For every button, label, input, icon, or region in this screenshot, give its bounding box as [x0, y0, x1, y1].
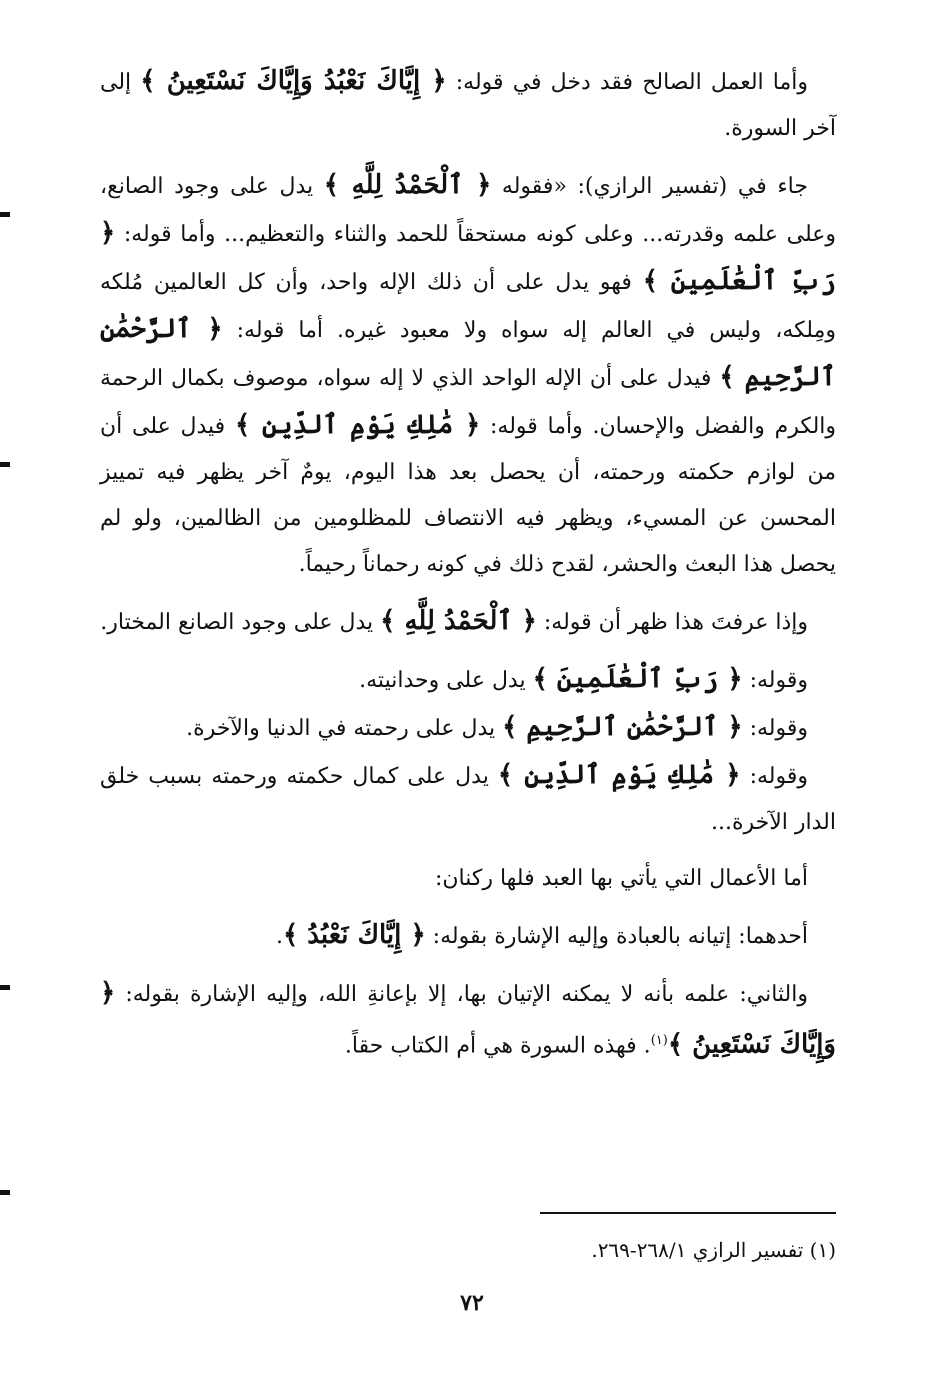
- footnote: (١) تفسير الرازي ٢٦٨/١-٢٦٩.: [591, 1238, 836, 1262]
- text-run: يدل على وجود الصانع، وعلى علمه وقدرته... وعلى كونه مستحقاً للحمد والثناء والتعظيم... وأما قوله:: [100, 174, 836, 247]
- text-run: وإذا عرفتَ هذا ظهر أن قوله:: [536, 610, 808, 635]
- quran-verse: ﴿ مَٰلِكِ يَوْمِ ٱلدِّينِ ﴾: [234, 410, 481, 440]
- quran-verse: ﴿ ٱلْحَمْدُ لِلَّهِ ﴾: [323, 170, 492, 200]
- quran-verse: ﴿ وَإِيَّاكَ نَسْتَعِينُ ﴾: [100, 978, 836, 1060]
- text-run: فهو يدل على أن ذلك الإله واحد، وأن كل العالمين مُلكه ومِلكه، وليس في العالم إله سواه ولا معبود غيره. أما قوله:: [100, 270, 836, 343]
- text-run: يدل على وجود الصانع المختار.: [100, 610, 381, 635]
- quran-verse: ﴿ ٱلْحَمْدُ لِلَّهِ ﴾: [380, 606, 537, 636]
- quran-verse: ﴿ مَٰلِكِ يَوْمِ ٱلدِّينِ ﴾: [497, 760, 741, 790]
- text-run: فيدل على أن من لوازم حكمته ورحمته، أن يحصل بعد هذا اليوم، يومٌ آخر يظهر فيه تمييز المحسن عن المسيء، ويظهر فيه الانتصاف للمظلومين من الظالمين، ولو لم يحصل هذا البعث والحشر، لقدح ذلك في كونه رحماناً رحيماً.: [100, 414, 836, 577]
- paragraph-maliki-yawm: [100, 752, 836, 846]
- text-run: وقوله:: [742, 668, 808, 693]
- text-run: يدل على رحمته في الدنيا والآخرة.: [186, 716, 503, 741]
- margin-scan-mark: [0, 212, 10, 217]
- text-run: إلى آخر السورة.: [100, 70, 836, 141]
- text-run: يدل على كمال حكمته ورحمته بسبب خلق الدار الآخرة...: [100, 764, 836, 835]
- quran-verse: ﴿ رَبِّ ٱلْعَٰلَمِينَ ﴾: [532, 664, 743, 694]
- paragraph-rabb-al-alamin: [100, 656, 836, 704]
- paragraph-first-pillar: [100, 912, 836, 960]
- paragraph-razi-quote: [100, 162, 836, 588]
- margin-scan-mark: [0, 1190, 10, 1195]
- text-run: أما الأعمال التي يأتي بها العبد فلها ركنان:: [434, 866, 808, 891]
- text-run: جاء في (تفسير الرازي): «فقوله: [491, 174, 808, 199]
- text-run: أحدهما: إتيانه بالعبادة وإليه الإشارة بقوله:: [425, 924, 808, 949]
- text-run: فيدل على أن الإله الواحد الذي لا إله سواه، موصوف بكمال الرحمة والكرم والفضل والإحسان. وأما قوله:: [100, 366, 837, 439]
- page-number: ٧٢: [460, 1290, 484, 1316]
- quran-verse: ﴿ إِيَّاكَ نَعْبُدُ وَإِيَّاكَ نَسْتَعِينُ ﴾: [140, 66, 447, 96]
- text-run: .: [275, 924, 283, 949]
- text-run: وقوله:: [740, 764, 808, 789]
- paragraph-second-pillar: [100, 970, 836, 1069]
- footnote-reference: (١): [650, 1033, 668, 1048]
- paragraph-ar-rahman: [100, 704, 836, 752]
- margin-scan-mark: [0, 462, 10, 467]
- paragraph-righteous-deeds: [100, 58, 836, 152]
- text-run: وأما العمل الصالح فقد دخل في قوله:: [446, 70, 808, 95]
- text-run: يدل على وحدانيته.: [359, 668, 533, 693]
- quran-verse: ﴿ ٱلرَّحْمَٰنِ ٱلرَّحِيمِ ﴾: [100, 314, 836, 392]
- text-run: . فهذه السورة هي أم الكتاب حقاً.: [344, 1033, 651, 1059]
- quran-verse: ﴿ ٱلرَّحْمَٰنِ ٱلرَّحِيمِ ﴾: [502, 712, 743, 742]
- paragraph-conclusion: [100, 598, 836, 646]
- main-text: [100, 58, 836, 1079]
- quran-verse: ﴿ إِيَّاكَ نَعْبُدُ ﴾: [282, 920, 426, 950]
- margin-scan-mark: [0, 985, 10, 990]
- text-run: والثاني: علمه بأنه لا يمكنه الإتيان بها، إلا بإعانةِ الله، وإليه الإشارة بقوله:: [115, 982, 808, 1007]
- text-run: وقوله:: [742, 716, 808, 741]
- quran-verse: ﴿ رَبِّ ٱلْعَٰلَمِينَ ﴾: [100, 218, 837, 296]
- paragraph-two-pillars: [100, 856, 836, 902]
- footnote-separator: [540, 1212, 836, 1214]
